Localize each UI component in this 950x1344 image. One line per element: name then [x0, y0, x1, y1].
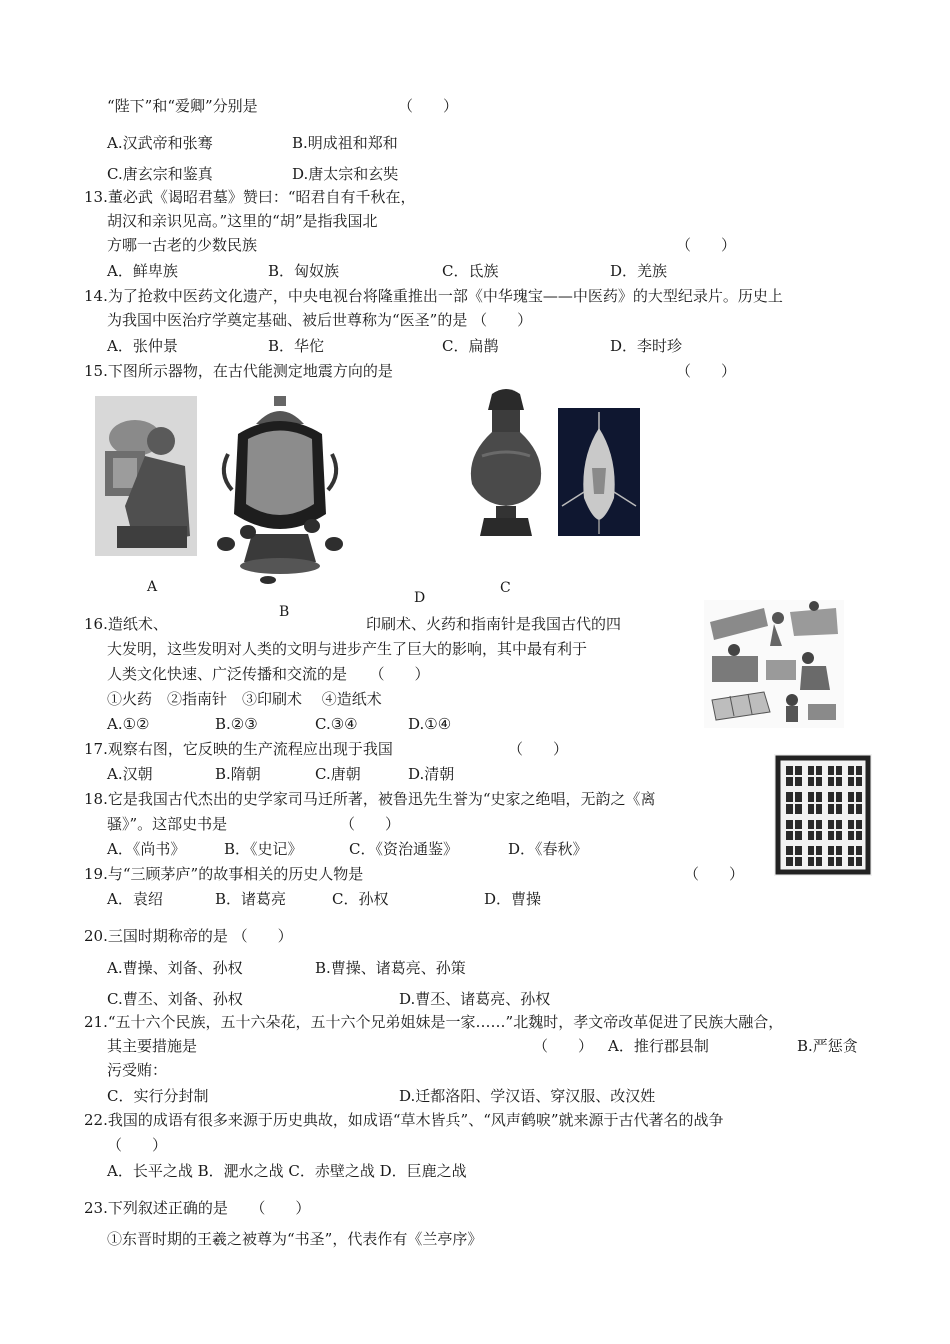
q20-stem: 20.三国时期称帝的是 （ ） [84, 927, 293, 945]
q18-option-d: D．《春秋》 [508, 840, 588, 858]
q19-option-c: C．孙权 [332, 890, 389, 908]
q17-option-d: D.清朝 [408, 765, 455, 783]
label-c: C [500, 580, 511, 596]
q21-stem-2: 其主要措施是 [107, 1037, 198, 1055]
q12-option-b: B.明成祖和郑和 [292, 134, 398, 152]
q19-option-a: A．袁绍 [107, 890, 163, 908]
q17-stem: 17.观察右图，它反映的生产流程应出现于我国 [84, 740, 393, 758]
q18-option-c: C．《资治通鉴》 [349, 840, 458, 858]
q20-option-d: D.曹丕、诸葛亮、孙权 [399, 990, 551, 1008]
q15-answer-paren: （ ） [676, 362, 737, 380]
q14-stem-2: 为我国中医治疗学奠定基础、被后世尊称为“医圣”的是 （ ） [107, 311, 533, 329]
q21-option-d: D.迁都洛阳、学汉语、穿汉服、改汉姓 [399, 1087, 656, 1105]
q18-option-b: B．《史记》 [224, 840, 303, 858]
q16-stem-1a: 16.造纸术、 [84, 615, 168, 633]
image-d-satellite [558, 408, 640, 536]
q22-stem: 22.我国的成语有很多来源于历史典故，如成语“草木皆兵”、“风声鹤唳”就来源于古代著名的战争 [84, 1111, 724, 1129]
q13-option-b: B．匈奴族 [268, 262, 340, 280]
q18-stem-2: 骚》”。这部史书是 [107, 815, 228, 833]
q23-item-1: ①东晋时期的王羲之被尊为“书圣”，代表作有《兰亭序》 [107, 1230, 483, 1248]
q21-option-a: A．推行郡县制 [608, 1037, 709, 1055]
q21-answer-paren: （ ） [533, 1037, 594, 1055]
q12-option-d: D.唐太宗和玄奘 [292, 165, 399, 183]
q17-option-a: A.汉朝 [107, 765, 153, 783]
q15-stem: 15.下图所示器物，在古代能测定地震方向的是 [84, 362, 393, 380]
q12-option-c: C.唐玄宗和鉴真 [107, 165, 213, 183]
q17-option-c: C.唐朝 [315, 765, 361, 783]
q16-stem-2: 大发明，这些发明对人类的文明与进步产生了巨大的影响，其中最有利于 [107, 640, 588, 658]
label-b: B [279, 604, 290, 620]
q21-option-c: C．实行分封制 [107, 1087, 209, 1105]
q20-option-a: A.曹操、刘备、孙权 [107, 959, 243, 977]
q16-option-a: A.①② [107, 715, 150, 733]
image-seal-rubbing [774, 754, 872, 876]
q21-option-b-cont: 污受贿： [107, 1061, 168, 1079]
q14-option-c: C．扁鹊 [442, 337, 499, 355]
q14-option-d: D．李时珍 [610, 337, 683, 355]
q16-option-c: C.③④ [315, 715, 358, 733]
image-b-seismoscope [208, 394, 353, 584]
q16-option-d: D.①④ [408, 715, 452, 733]
q21-stem-1: 21.“五十六个民族，五十六朵花，五十六个兄弟姐妹是一家……”北魏时，孝文帝改革促进了民族大融合， [84, 1013, 784, 1031]
q18-answer-paren: （ ） [340, 815, 401, 833]
q17-answer-paren: （ ） [508, 740, 569, 758]
q13-option-a: A．鲜卑族 [107, 262, 178, 280]
q12-stem-tail: “陛下”和“爱卿”分别是 [107, 97, 258, 115]
q13-stem-2: 胡汉和亲识见高。”这里的“胡”是指我国北 [107, 212, 378, 230]
q16-stem-1b: 印刷术、火药和指南针是我国古代的四 [366, 615, 622, 633]
q16-option-b: B.②③ [215, 715, 258, 733]
q20-option-c: C.曹丕、刘备、孙权 [107, 990, 243, 1008]
q19-stem: 19.与“三顾茅庐”的故事相关的历史人物是 [84, 865, 364, 883]
q18-stem-1: 18.它是我国古代杰出的史学家司马迁所著，被鲁迅先生誉为“史家之绝唱，无韵之《离 [84, 790, 656, 808]
q13-stem-1: 13.董必武《谒昭君墓》赞曰：“昭君自有千秋在， [84, 188, 416, 206]
q16-stem-3: 人类文化快速、广泛传播和交流的是 （ ） [107, 665, 430, 683]
q20-option-b: B.曹操、诸葛亮、孙策 [315, 959, 466, 977]
image-a-figurine [95, 396, 197, 556]
q21-option-b: B.严惩贪 [797, 1037, 858, 1055]
q14-stem-1: 14.为了抢救中医药文化遗产，中央电视台将隆重推出一部《中华瑰宝——中医药》的大型纪录片。历史上 [84, 287, 783, 305]
q17-option-b: B.隋朝 [215, 765, 261, 783]
image-c-vessel [462, 386, 550, 540]
label-d: D [414, 590, 426, 606]
q19-answer-paren: （ ） [684, 865, 745, 883]
q22-options: A．长平之战 B．淝水之战 C．赤壁之战 D．巨鹿之战 [107, 1162, 467, 1180]
image-papermaking-process [704, 600, 844, 728]
q14-option-a: A．张仲景 [107, 337, 178, 355]
q19-option-d: D．曹操 [484, 890, 542, 908]
q18-option-a: A．《尚书》 [107, 840, 186, 858]
q12-answer-paren: （ ） [398, 97, 459, 115]
q19-option-b: B．诸葛亮 [215, 890, 287, 908]
q13-answer-paren: （ ） [676, 236, 737, 254]
q13-option-c: C．氐族 [442, 262, 499, 280]
q13-stem-3: 方哪一古老的少数民族 [107, 236, 258, 254]
q22-answer-paren: （ ） [107, 1136, 168, 1154]
label-a: A [147, 579, 158, 595]
q12-option-a: A.汉武帝和张骞 [107, 134, 213, 152]
q23-stem: 23.下列叙述正确的是 （ ） [84, 1199, 311, 1217]
q13-option-d: D．羌族 [610, 262, 668, 280]
q14-option-b: B．华佗 [268, 337, 325, 355]
q16-items: ①火药 ②指南针 ③印刷术 ④造纸术 [107, 690, 382, 708]
